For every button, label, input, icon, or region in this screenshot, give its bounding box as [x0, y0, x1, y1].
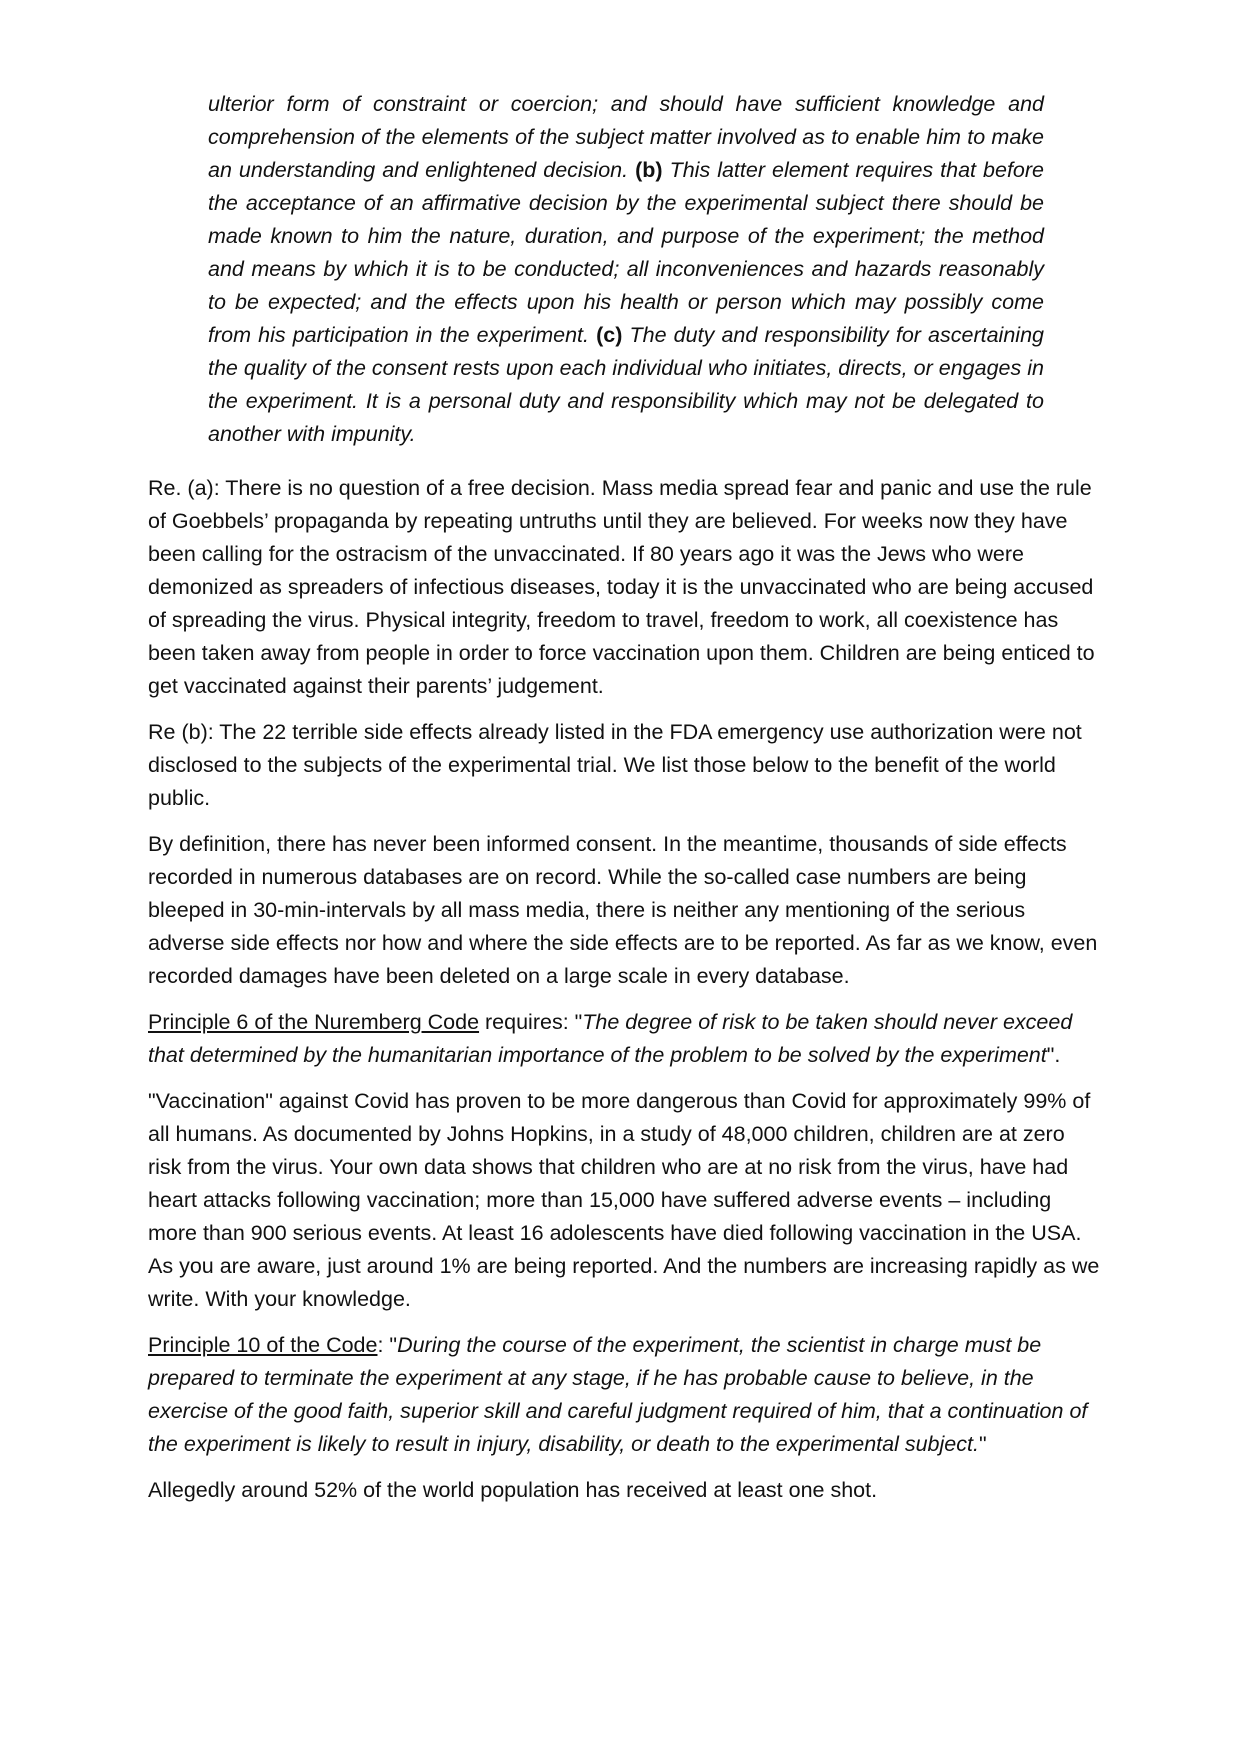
paragraph-principle-6 — [148, 1006, 1102, 1072]
quote-part-c: The duty and responsibility for ascertaining the quality of the consent rests upon each individual who initiates, directs, or engages in the experiment. It is a personal duty and responsibility which may not be delegated to another with impunity. — [208, 323, 1044, 446]
principle-6-end: ". — [1046, 1043, 1061, 1067]
nuremberg-code-quote — [208, 88, 1044, 451]
principle-6-reference: Principle 6 of the Nuremberg Code — [148, 1010, 480, 1034]
principle-10-intro: : " — [377, 1333, 398, 1357]
paragraph-re-b: Re (b): The 22 terrible side effects already listed in the FDA emergency use authorization were not disclosed to the subjects of the experimental trial. We list those below to the benefit of the world public. — [148, 720, 1082, 810]
document-body — [148, 472, 1102, 1520]
principle-10-end: " — [978, 1432, 987, 1456]
principle-10-quote: During the course of the experiment, the scientist in charge must be prepared to terminate the experiment at any stage, if he has probable cause to believe, in the exercise of the good faith, superior skill and careful judgment required of him, that a continuation of the experiment is likely to result in injury, disability, or death to the experimental subject. — [148, 1333, 1088, 1456]
paragraph-re-a: Re. (a): There is no question of a free decision. Mass media spread fear and panic and use the rule of Goebbels’ propaganda by repeating untruths until they are believed. For weeks now they have been calling for the ostracism of the unvaccinated. If 80 years ago it was the Jews who were demonized as spreaders of infectious diseases, today it is the unvaccinated who are being accused of spreading the virus. Physical integrity, freedom to travel, freedom to work, all coexistence has been taken away from people in order to force vaccination upon them. Children are being enticed to get vaccinated against their parents’ judgement. — [148, 476, 1095, 698]
quote-part-b: This latter element requires that before the acceptance of an affirmative decision by the experimental subject there should be made known to him the nature, duration, and purpose of the experiment; the method and means by which it is to be conducted; all inconveniences and hazards reasonably to be expected; and the effects upon his health or person which may possibly come from his participation in the experiment. — [208, 158, 1044, 347]
quote-marker-b: (b) — [635, 158, 663, 182]
principle-10-reference: Principle 10 of the Code — [148, 1333, 378, 1357]
paragraph-world-population: Allegedly around 52% of the world population has received at least one shot. — [148, 1478, 878, 1502]
paragraph-principle-10 — [148, 1329, 1102, 1461]
principle-6-intro: requires: " — [479, 1010, 583, 1034]
quote-marker-c: (c) — [596, 323, 623, 347]
principle-6-quote: The degree of risk to be taken should never exceed that determined by the humanitarian importance of the problem to be solved by the experiment — [148, 1010, 1073, 1067]
quote-part-a: ulterior form of constraint or coercion; and should have sufficient knowledge and comprehension of the elements of the subject matter involved as to enable him to make an understanding and enlightened decision. — [208, 92, 1044, 182]
paragraph-informed-consent: By definition, there has never been informed consent. In the meantime, thousands of side effects recorded in numerous databases are on record. While the so-called case numbers are being bleeped in 30-min-intervals by all mass media, there is neither any mentioning of the serious adverse side effects nor how and where the side effects are to be reported. As far as we know, even recorded damages have been deleted on a large scale in every database. — [148, 832, 1098, 988]
paragraph-vaccination: "Vaccination" against Covid has proven to be more dangerous than Covid for approximately 99% of all humans. As documented by Johns Hopkins, in a study of 48,000 children, children are at zero risk from the virus. Your own data shows that children who are at no risk from the virus, have had heart attacks following vaccination; more than 15,000 have suffered adverse events – including more than 900 serious events. At least 16 adolescents have died following vaccination in the USA. As you are aware, just around 1% are being reported. And the numbers are increasing rapidly as we write. With your knowledge. — [148, 1089, 1100, 1311]
